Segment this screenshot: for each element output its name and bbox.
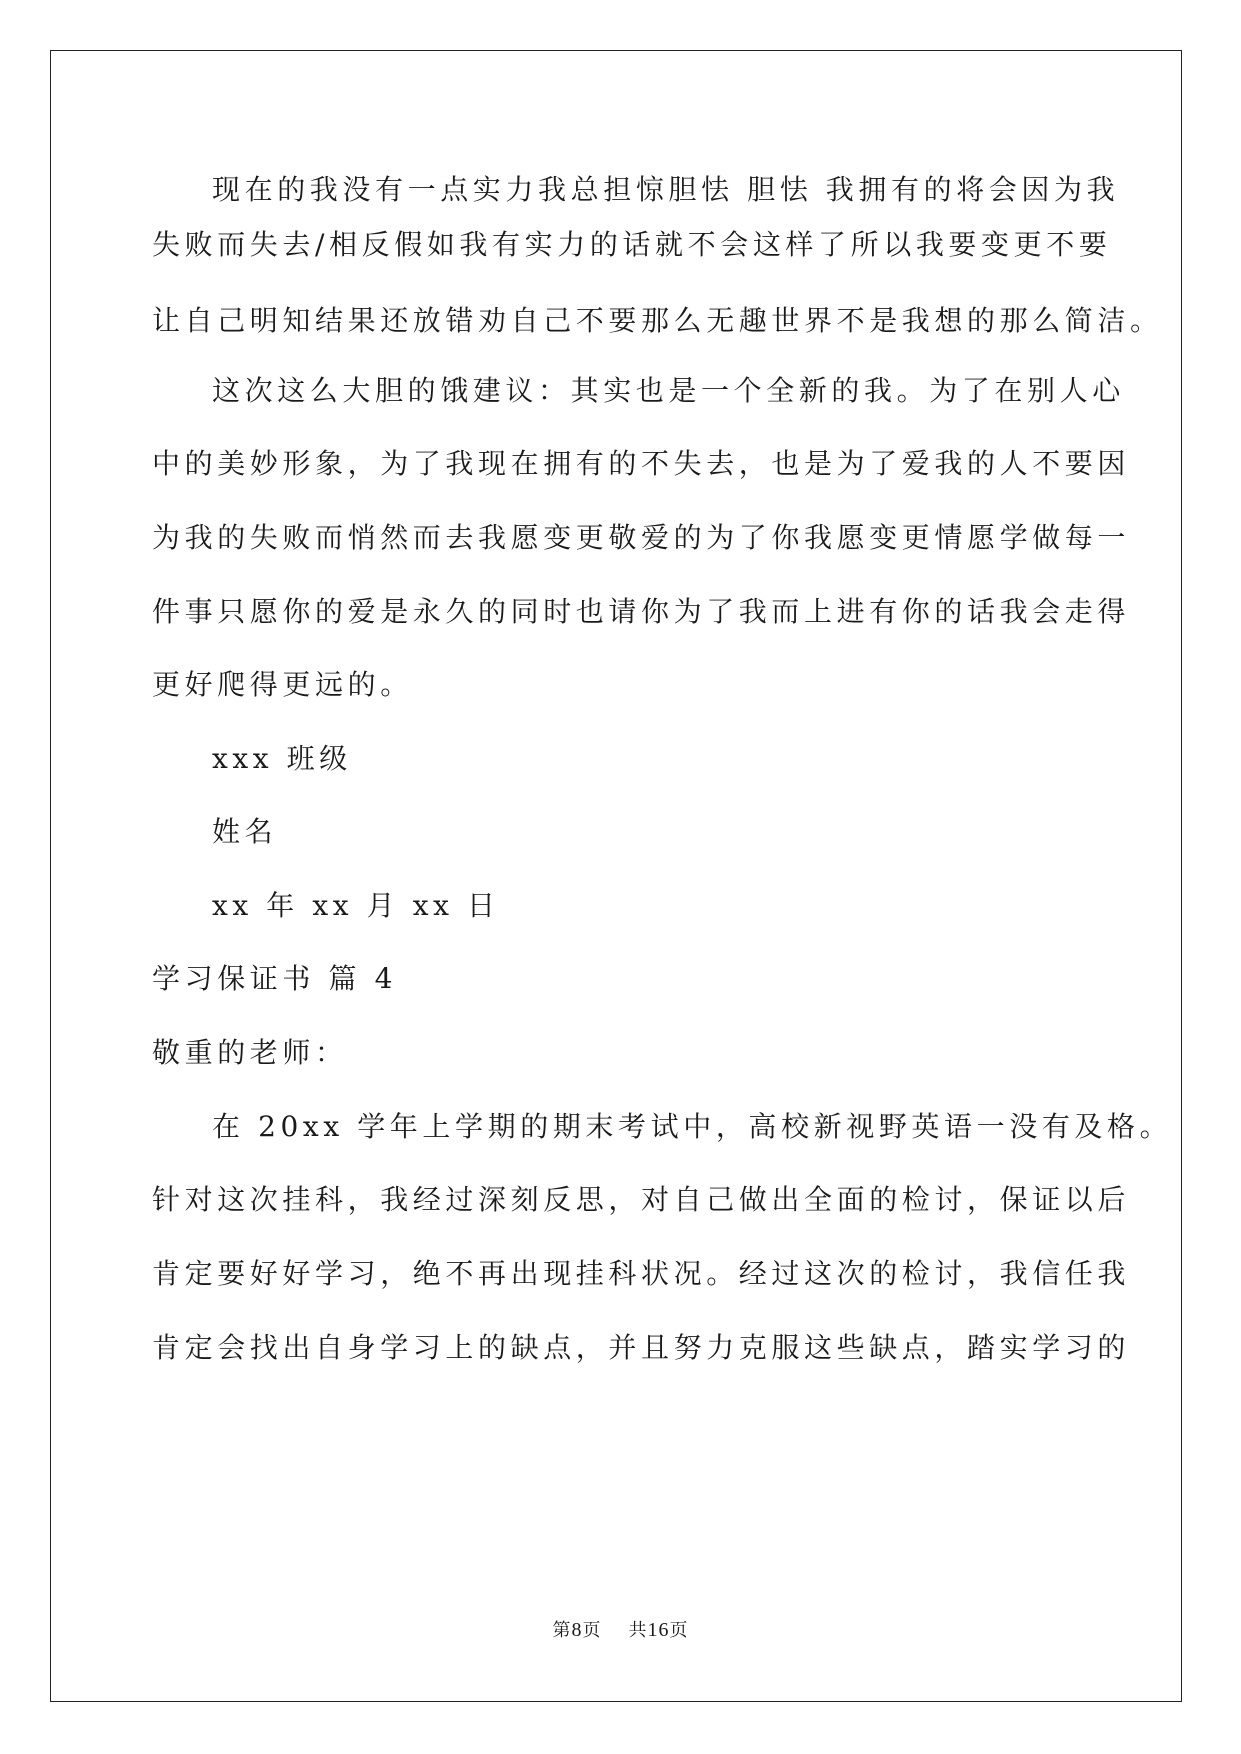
body-line: 针对这次挂科，我经过深刻反思，对自己做出全面的检讨，保证以后 <box>152 1183 1131 1216</box>
salutation: 敬重的老师： <box>152 1036 348 1069</box>
date-line: xx 年 xx 月 xx 日 <box>212 889 500 922</box>
name-signature: 姓名 <box>212 815 278 848</box>
total-pages: 16 <box>647 1619 670 1641</box>
body-line: 肯定要好好学习，绝不再出现挂科状况。经过这次的检讨，我信任我 <box>152 1257 1131 1290</box>
body-line: 件事只愿你的爱是永久的同时也请你为了我而上进有你的话我会走得 <box>152 595 1131 628</box>
body-line: 更好爬得更远的。 <box>152 668 413 701</box>
page-suffix: 页 <box>582 1620 602 1641</box>
body-line: 现在的我没有一点实力我总担惊胆怯 胆怯 我拥有的将会因为我 <box>212 173 1120 206</box>
body-line: 让自己明知结果还放错劝自己不要那么无趣世界不是我想的那么简洁。 <box>152 304 1163 337</box>
section-heading: 学习保证书 篇 4 <box>152 962 398 995</box>
page-border <box>50 50 1182 1702</box>
body-line: 这次这么大胆的饿建议：其实也是一个全新的我。为了在别人心 <box>212 374 1125 407</box>
page-number: 8 <box>571 1619 583 1641</box>
body-line: 肯定会找出自身学习上的缺点，并且努力克服这些缺点，踏实学习的 <box>152 1331 1131 1364</box>
footer-spacer <box>602 1620 629 1641</box>
total-prefix: 共 <box>628 1620 648 1641</box>
class-signature: xxx 班级 <box>212 742 352 775</box>
total-suffix: 页 <box>669 1620 689 1641</box>
body-line: 失败而失去/相反假如我有实力的话就不会这样了所以我要变更不要 <box>152 228 1112 261</box>
body-line: 为我的失败而悄然而去我愿变更敬爱的为了你我愿变更情愿学做每一 <box>152 521 1131 554</box>
body-line: 在 20xx 学年上学期的期末考试中，高校新视野英语一没有及格。 <box>212 1110 1173 1143</box>
page-prefix: 第 <box>552 1620 572 1641</box>
page-footer <box>0 1616 1241 1642</box>
body-line: 中的美妙形象，为了我现在拥有的不失去，也是为了爱我的人不要因 <box>152 447 1131 480</box>
